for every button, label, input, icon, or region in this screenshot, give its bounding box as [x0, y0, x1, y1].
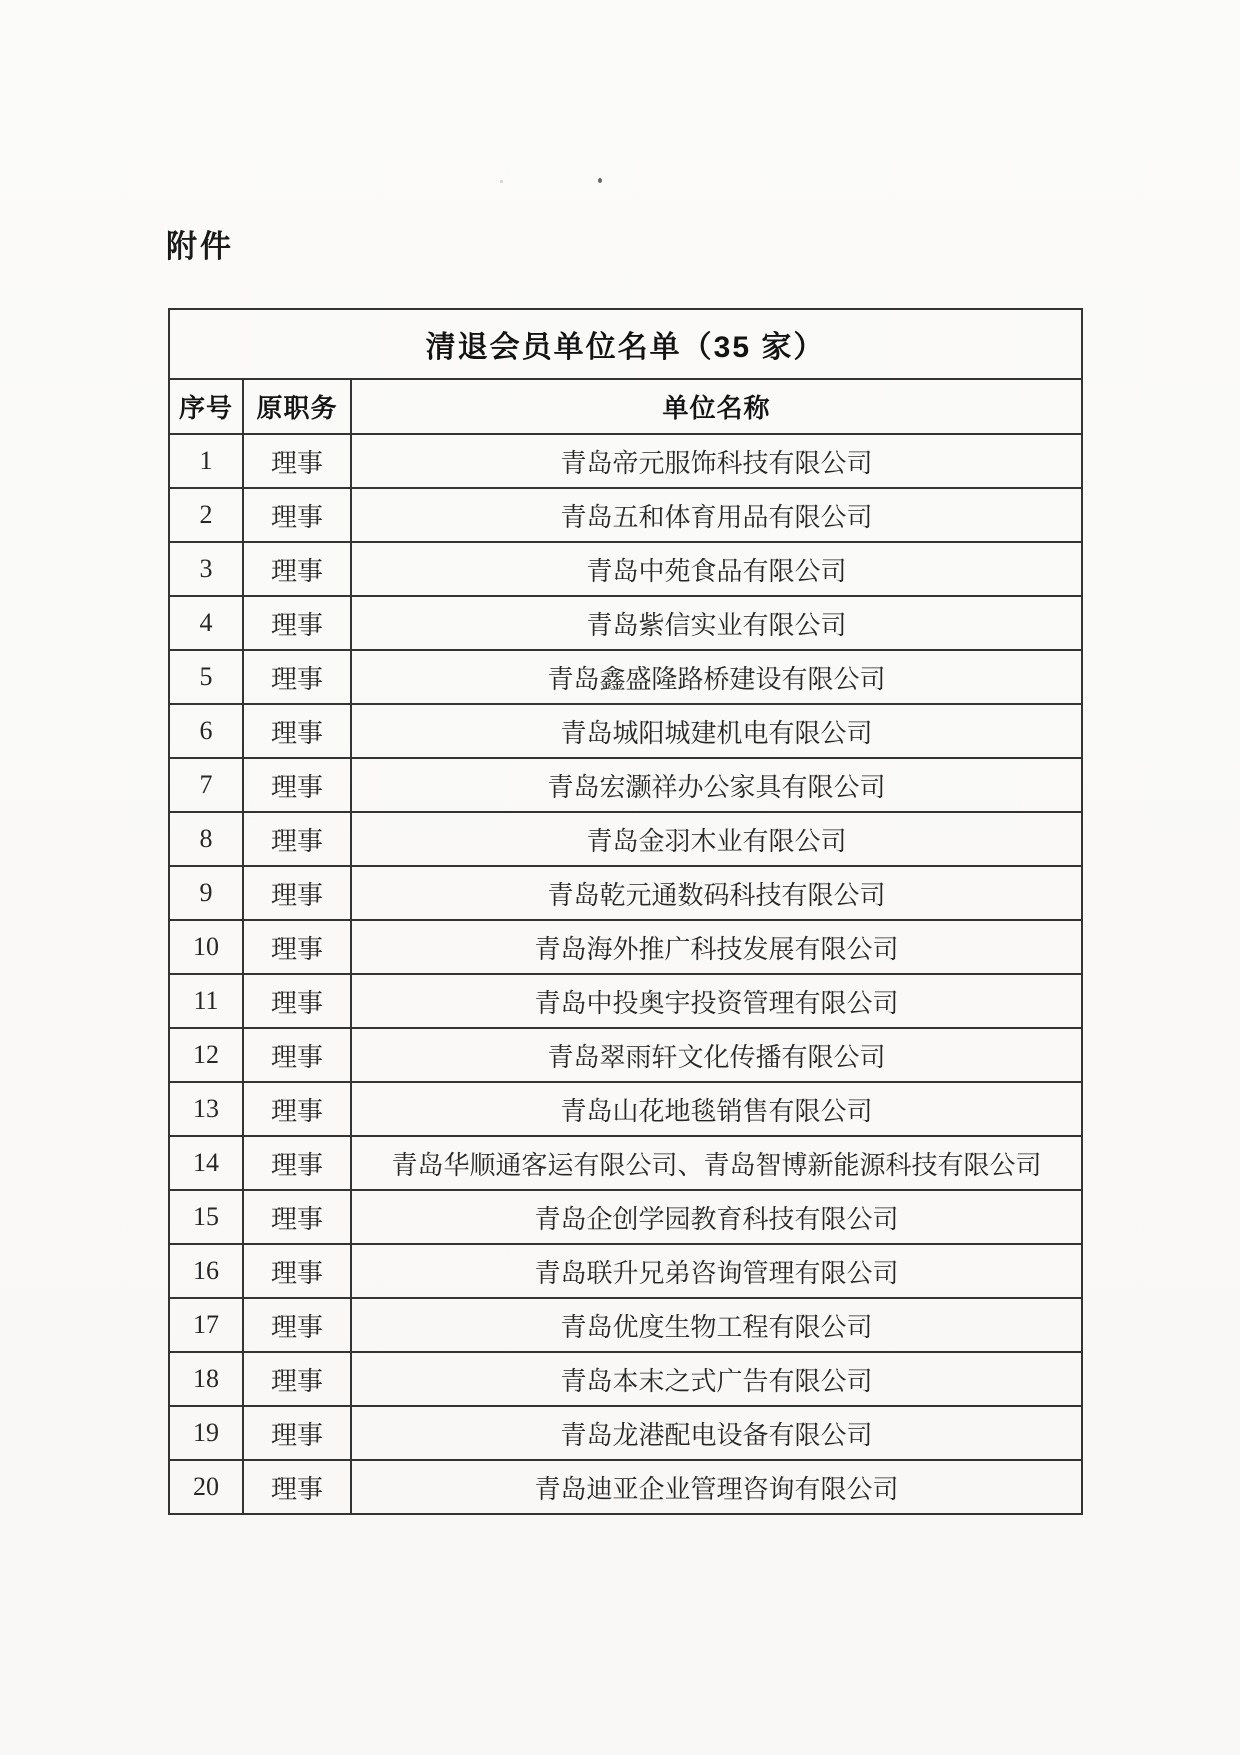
- row-position-cell: 理事: [243, 704, 351, 758]
- row-number-cell: 4: [169, 596, 243, 650]
- row-position-cell: 理事: [243, 812, 351, 866]
- table-row: [169, 650, 1082, 704]
- row-company-cell: 青岛翠雨轩文化传播有限公司: [351, 1028, 1082, 1082]
- row-number-cell: 1: [169, 434, 243, 488]
- table-row: [169, 1352, 1082, 1406]
- row-number-cell: 19: [169, 1406, 243, 1460]
- row-number-cell: 18: [169, 1352, 243, 1406]
- column-header-no: 序号: [169, 379, 243, 434]
- row-company-cell: 青岛联升兄弟咨询管理有限公司: [351, 1244, 1082, 1298]
- row-number-cell: 10: [169, 920, 243, 974]
- table-row: [169, 920, 1082, 974]
- row-number-cell: 17: [169, 1298, 243, 1352]
- table-row: [169, 866, 1082, 920]
- row-company-cell: 青岛山花地毯销售有限公司: [351, 1082, 1082, 1136]
- row-position-cell: 理事: [243, 1082, 351, 1136]
- row-company-cell: 青岛金羽木业有限公司: [351, 812, 1082, 866]
- table-row: [169, 704, 1082, 758]
- row-position-cell: 理事: [243, 542, 351, 596]
- table-row: [169, 434, 1082, 488]
- table-row: [169, 974, 1082, 1028]
- row-number-cell: 5: [169, 650, 243, 704]
- row-company-cell: 青岛本末之式广告有限公司: [351, 1352, 1082, 1406]
- row-position-cell: 理事: [243, 650, 351, 704]
- expelled-members-table: [168, 308, 1083, 1515]
- row-number-cell: 12: [169, 1028, 243, 1082]
- row-position-cell: 理事: [243, 866, 351, 920]
- row-position-cell: 理事: [243, 1298, 351, 1352]
- row-company-cell: 青岛迪亚企业管理咨询有限公司: [351, 1460, 1082, 1514]
- row-position-cell: 理事: [243, 920, 351, 974]
- row-company-cell: 青岛优度生物工程有限公司: [351, 1298, 1082, 1352]
- row-position-cell: 理事: [243, 1460, 351, 1514]
- row-company-cell: 青岛龙港配电设备有限公司: [351, 1406, 1082, 1460]
- row-company-cell: 青岛鑫盛隆路桥建设有限公司: [351, 650, 1082, 704]
- row-company-cell: 青岛海外推广科技发展有限公司: [351, 920, 1082, 974]
- row-number-cell: 6: [169, 704, 243, 758]
- row-number-cell: 14: [169, 1136, 243, 1190]
- table-row: [169, 596, 1082, 650]
- row-company-cell: 青岛宏灏祥办公家具有限公司: [351, 758, 1082, 812]
- row-position-cell: 理事: [243, 974, 351, 1028]
- row-position-cell: 理事: [243, 1406, 351, 1460]
- row-position-cell: 理事: [243, 1190, 351, 1244]
- row-company-cell: 青岛帝元服饰科技有限公司: [351, 434, 1082, 488]
- row-number-cell: 20: [169, 1460, 243, 1514]
- table-row: [169, 1406, 1082, 1460]
- row-company-cell: 青岛城阳城建机电有限公司: [351, 704, 1082, 758]
- column-header-company: 单位名称: [351, 379, 1082, 434]
- row-position-cell: 理事: [243, 596, 351, 650]
- row-company-cell: 青岛紫信实业有限公司: [351, 596, 1082, 650]
- attachment-label: 附件: [166, 229, 234, 264]
- row-position-cell: 理事: [243, 488, 351, 542]
- table-row: [169, 1136, 1082, 1190]
- table-body: [169, 434, 1082, 1514]
- table-title-row: [169, 309, 1082, 379]
- row-position-cell: 理事: [243, 758, 351, 812]
- table-header-row: [169, 379, 1082, 434]
- row-position-cell: 理事: [243, 1244, 351, 1298]
- row-position-cell: 理事: [243, 1028, 351, 1082]
- table-row: [169, 812, 1082, 866]
- row-company-cell: 青岛五和体育用品有限公司: [351, 488, 1082, 542]
- row-number-cell: 8: [169, 812, 243, 866]
- table-row: [169, 758, 1082, 812]
- table-row: [169, 1028, 1082, 1082]
- table-row: [169, 1082, 1082, 1136]
- table-row: [169, 1298, 1082, 1352]
- table-row: [169, 542, 1082, 596]
- column-header-position: 原职务: [243, 379, 351, 434]
- table-row: [169, 1190, 1082, 1244]
- table-row: [169, 1244, 1082, 1298]
- row-company-cell: 青岛乾元通数码科技有限公司: [351, 866, 1082, 920]
- row-company-cell: 青岛企创学园教育科技有限公司: [351, 1190, 1082, 1244]
- row-number-cell: 3: [169, 542, 243, 596]
- row-number-cell: 2: [169, 488, 243, 542]
- row-position-cell: 理事: [243, 434, 351, 488]
- row-number-cell: 11: [169, 974, 243, 1028]
- scan-speck: [500, 180, 503, 183]
- table-row: [169, 488, 1082, 542]
- scan-speck: [598, 178, 602, 183]
- row-company-cell: 青岛中投奥宇投资管理有限公司: [351, 974, 1082, 1028]
- row-position-cell: 理事: [243, 1352, 351, 1406]
- row-number-cell: 9: [169, 866, 243, 920]
- row-number-cell: 13: [169, 1082, 243, 1136]
- row-company-cell: 青岛华顺通客运有限公司、青岛智博新能源科技有限公司: [351, 1136, 1082, 1190]
- row-position-cell: 理事: [243, 1136, 351, 1190]
- table-row: [169, 1460, 1082, 1514]
- row-company-cell: 青岛中苑食品有限公司: [351, 542, 1082, 596]
- row-number-cell: 15: [169, 1190, 243, 1244]
- row-number-cell: 16: [169, 1244, 243, 1298]
- table-title: 清退会员单位名单（35 家）: [169, 309, 1082, 379]
- row-number-cell: 7: [169, 758, 243, 812]
